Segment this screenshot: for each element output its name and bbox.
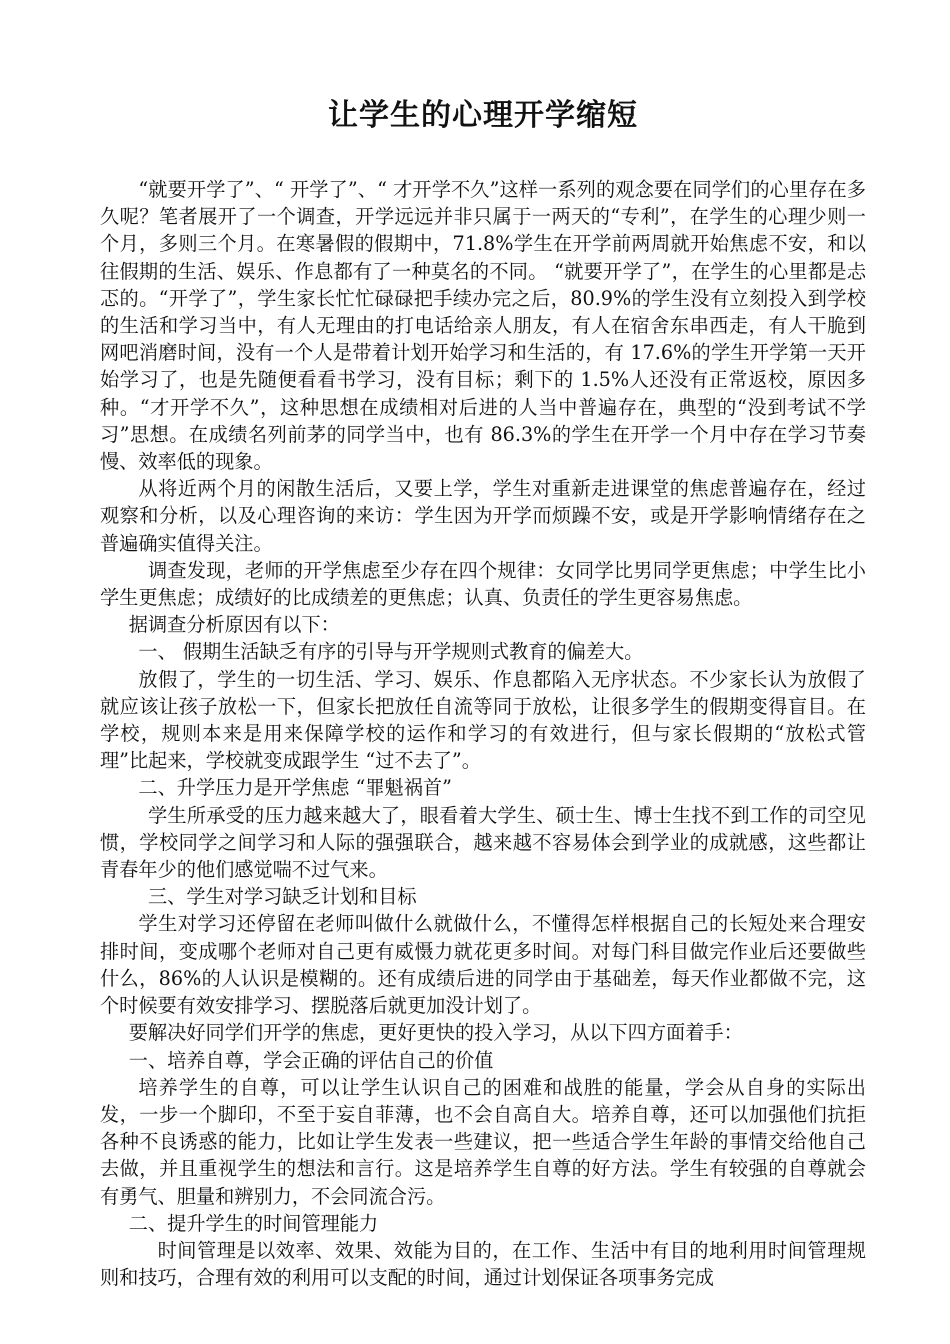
paragraph: 学生所承受的压力越来越大了，眼看着大学生、硕士生、博士生找不到工作的司空见惯，学校同学之间学习和人际的强强联合，越来越不容易体会到学业的成就感，这些都让青春年少的他们感觉喘不过气来。 [100, 803, 866, 882]
paragraph: 调查发现，老师的开学焦虑至少存在四个规律：女同学比男同学更焦虑；中学生比小学生更焦虑；成绩好的比成绩差的更焦虑；认真、负责任的学生更容易焦虑。 [100, 558, 866, 610]
paragraph: 二、升学压力是开学焦虑 “罪魁祸首” [138, 776, 452, 800]
paragraph: 三、学生对学习缺乏计划和目标 [148, 885, 417, 909]
paragraph: 二、提升学生的时间管理能力 [128, 1211, 379, 1235]
paragraph: 培养学生的自尊，可以让学生认识自己的困难和战胜的能量，学会从自身的实际出发，一步一个脚印，不至于妄自菲薄，也不会自高自大。培养自尊，还可以加强他们抗拒各种不良诱惑的能力，比如让学生发表一些建议，把一些适合学生年龄的事情交给他自己去做，并且重视学生的想法和言行。这是培养学生自尊的好方法。学生有较强的自尊就会有勇气、胆量和辨别力，不会同流合污。 [100, 1075, 866, 1208]
paragraph: 时间管理是以效率、效果、效能为目的，在工作、生活中有目的地利用时间管理规则和技巧，合理有效的利用可以支配的时间，通过计划保证各项事务完成 [100, 1238, 866, 1290]
document-page [100, 96, 866, 1291]
paragraph: 一、 假期生活缺乏有序的引导与开学规则式教育的偏差大。 [138, 640, 644, 664]
document-title: 让学生的心理开学缩短 [328, 98, 638, 133]
paragraph: 从将近两个月的闲散生活后，又要上学，学生对重新走进课堂的焦虑普遍存在，经过观察和分析，以及心理咨询的来访：学生因为开学而烦躁不安，或是开学影响情绪存在之普遍确实值得关注。 [100, 477, 866, 555]
paragraph: 放假了，学生的一切生活、学习、娱乐、作息都陷入无序状态。不少家长认为放假了就应该让孩子放松一下，但家长把放任自流等同于放松，让很多学生的假期变得盲目。在学校，规则本来是用来保障学校的运作和学习的有效进行，但与家长假期的“放松式管理”比起来，学校就变成跟学生 “过不去了”。 [100, 667, 866, 773]
document-body [100, 176, 866, 1291]
paragraph: 据调查分析原因有以下： [128, 613, 340, 637]
paragraph: “就要开学了”、“ 开学了”、“ 才开学不久”这样一系列的观念要在同学们的心里存在多久呢？笔者展开了一个调查，开学远远并非只属于一两天的“专利”，在学生的心理少则一个月，多则三个月。在寒暑假的假期中，71.8%学生在开学前两周就开始焦虑不安，和以往假期的生活、娱乐、作息都有了一种莫名的不同。 “就要开学了”，在学生的心里都是忐忑的。“开学了”，学生家长忙忙碌碌把手续办完之后，80.9%的学生没有立刻投入到学校的生活和学习当中，有人无理由的打电话给亲人朋友，有人在宿舍东串西走，有人干脆到网吧消磨时间，没有一个人是带着计划开始学习和生活的，有 17.6%的学生开学第一天开始学习了，也是先随便看看书学习，没有目标；剩下的 1.5%人还没有正常返校，原因多种。“才开学不久”，这种思想在成绩相对后进的人当中普遍存在，典型的“没到考试不学习”思想。在成绩名列前茅的同学当中，也有 86.3%的学生在开学一个月中存在学习节奏慢、效率低的现象。 [100, 178, 866, 474]
paragraph: 要解决好同学们开学的焦虑，更好更快的投入学习，从以下四方面着手： [128, 1021, 743, 1045]
paragraph: 一、培养自尊，学会正确的评估自己的价值 [128, 1048, 494, 1072]
paragraph: 学生对学习还停留在老师叫做什么就做什么，不懂得怎样根据自己的长短处来合理安排时间，变成哪个老师对自己更有威慑力就花更多时间。对每门科目做完作业后还要做些什么，86%的人认识是模糊的。还有成绩后进的同学由于基础差，每天作业都做不完，这个时候要有效安排学习、摆脱落后就更加没计划了。 [100, 912, 866, 1018]
